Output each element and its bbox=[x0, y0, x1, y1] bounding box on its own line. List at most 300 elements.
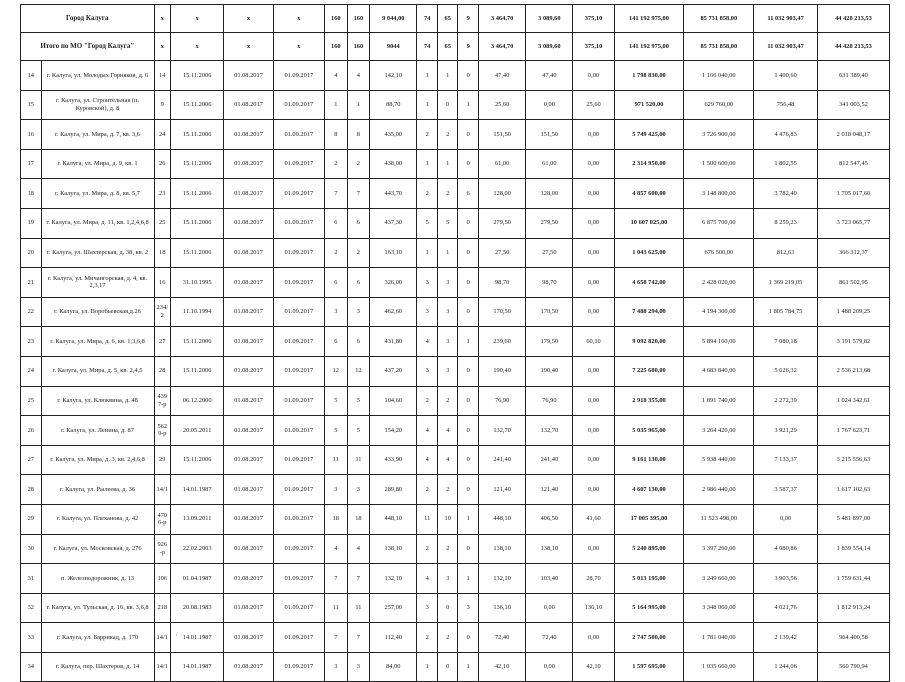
row-number: 31 bbox=[21, 564, 42, 594]
area-municipal: 0,00 bbox=[573, 268, 614, 298]
area-total: 27,50 bbox=[479, 238, 526, 268]
funding-fund: 5 938 440,00 bbox=[684, 445, 754, 475]
address-cell: г. Калуга, ул. Ленина, д. 87 bbox=[41, 416, 154, 446]
funding-local: 366 312,37 bbox=[817, 238, 889, 268]
planned-start-date: 01.08.2017 bbox=[224, 386, 273, 416]
premises-count: 2 bbox=[417, 120, 438, 150]
area-municipal: 0,00 bbox=[573, 386, 614, 416]
row-number: 32 bbox=[21, 593, 42, 623]
premises-municipal: 1 bbox=[458, 504, 479, 534]
planned-start-date: 01.08.2017 bbox=[224, 238, 273, 268]
funding-total: 4 607 130,00 bbox=[614, 475, 684, 505]
summary-cell: 74 bbox=[417, 33, 438, 61]
funding-total: 4 658 742,00 bbox=[614, 268, 684, 298]
summary-cell: 160 bbox=[325, 5, 348, 33]
premises-count: 4 bbox=[417, 416, 438, 446]
document-number: 16 bbox=[154, 268, 170, 298]
area-municipal: 0,00 bbox=[573, 149, 614, 179]
residents-relocated: 3 bbox=[347, 475, 370, 505]
recognition-date: 22.02.2003 bbox=[170, 534, 223, 564]
area-municipal: 0,00 bbox=[573, 238, 614, 268]
premises-count: 1 bbox=[417, 90, 438, 120]
funding-local: 1 705 017,60 bbox=[817, 179, 889, 209]
residents-count: 5 bbox=[325, 386, 348, 416]
planned-end-date: 01.09.2017 bbox=[273, 327, 324, 357]
area-total: 128,00 bbox=[479, 179, 526, 209]
funding-local: 3 215 556,63 bbox=[817, 445, 889, 475]
document-number: 106 bbox=[154, 564, 170, 594]
document-number: 14/1 bbox=[154, 475, 170, 505]
document-sheet bbox=[20, 4, 890, 682]
residents-relocated: 1 bbox=[347, 90, 370, 120]
funding-region: 3 921,29 bbox=[754, 416, 818, 446]
row-number: 27 bbox=[21, 445, 42, 475]
planned-end-date: 01.09.2017 bbox=[273, 297, 324, 327]
housing-relocation-table bbox=[20, 4, 890, 682]
residents-relocated: 2 bbox=[347, 238, 370, 268]
planned-start-date: 01.08.2017 bbox=[224, 534, 273, 564]
summary-cell: 160 bbox=[347, 33, 370, 61]
planned-end-date: 01.09.2017 bbox=[273, 149, 324, 179]
funding-local: 1 812 913,24 bbox=[817, 593, 889, 623]
row-number: 24 bbox=[21, 356, 42, 386]
table-row bbox=[21, 475, 890, 505]
residents-count: 6 bbox=[325, 208, 348, 238]
row-number: 29 bbox=[21, 504, 42, 534]
funding-region: 3 782,40 bbox=[754, 179, 818, 209]
summary-cell: 11 032 903,47 bbox=[754, 5, 818, 33]
area-private: 138,10 bbox=[526, 534, 573, 564]
premises-municipal: 0 bbox=[458, 61, 479, 91]
premises-private: 3 bbox=[437, 268, 458, 298]
document-number: 28 bbox=[154, 356, 170, 386]
document-number: 14 bbox=[154, 61, 170, 91]
area-municipal: 25,60 bbox=[573, 90, 614, 120]
row-number: 26 bbox=[21, 416, 42, 446]
funding-local: 861 502,95 bbox=[817, 268, 889, 298]
summary-cell: 11 032 903,47 bbox=[754, 33, 818, 61]
row-number: 28 bbox=[21, 475, 42, 505]
funding-fund: 676 500,00 bbox=[684, 238, 754, 268]
premises-municipal: 3 bbox=[458, 593, 479, 623]
table-row bbox=[21, 238, 890, 268]
residents-count: 12 bbox=[325, 356, 348, 386]
premises-municipal: 0 bbox=[458, 208, 479, 238]
premises-private: 0 bbox=[437, 652, 458, 682]
residents-count: 2 bbox=[325, 149, 348, 179]
planned-end-date: 01.09.2017 bbox=[273, 623, 324, 653]
area-municipal: 0,00 bbox=[573, 179, 614, 209]
summary-cell: 74 bbox=[417, 5, 438, 33]
area-private: 241,40 bbox=[526, 445, 573, 475]
premises-count: 1 bbox=[417, 149, 438, 179]
premises-municipal: 0 bbox=[458, 445, 479, 475]
funding-local: 1 488 209,25 bbox=[817, 297, 889, 327]
area-municipal: 60,10 bbox=[573, 327, 614, 357]
recognition-date: 15.11.2006 bbox=[170, 120, 223, 150]
funding-local: 3 723 065,77 bbox=[817, 208, 889, 238]
recognition-date: 11.10.1994 bbox=[170, 297, 223, 327]
funding-total: 5 164 995,00 bbox=[614, 593, 684, 623]
summary-cell: 3 089,60 bbox=[526, 33, 573, 61]
area-private: 0,00 bbox=[526, 593, 573, 623]
premises-count: 2 bbox=[417, 623, 438, 653]
premises-private: 1 bbox=[437, 238, 458, 268]
area-private: 121,40 bbox=[526, 475, 573, 505]
residents-count: 3 bbox=[325, 652, 348, 682]
address-cell: г. Калуга, ул. Тульская, д. 16, кв. 3,6,8 bbox=[41, 593, 154, 623]
planned-start-date: 01.08.2017 bbox=[224, 475, 273, 505]
table-row bbox=[21, 386, 890, 416]
summary-cell: х bbox=[170, 33, 223, 61]
funding-region: 1 400,60 bbox=[754, 61, 818, 91]
funding-region: 1 805 784,75 bbox=[754, 297, 818, 327]
address-cell: г. Калуга, ул. Мира, д. 7, кв. 3,6 bbox=[41, 120, 154, 150]
planned-start-date: 01.08.2017 bbox=[224, 179, 273, 209]
recognition-date: 15.11.2006 bbox=[170, 445, 223, 475]
recognition-date: 01.04.1987 bbox=[170, 564, 223, 594]
residents-count: 7 bbox=[325, 179, 348, 209]
area-municipal: 0,00 bbox=[573, 475, 614, 505]
planned-end-date: 01.09.2017 bbox=[273, 445, 324, 475]
premises-municipal: 1 bbox=[458, 90, 479, 120]
row-number: 16 bbox=[21, 120, 42, 150]
area-municipal: 0,00 bbox=[573, 356, 614, 386]
summary-cell: х bbox=[273, 33, 324, 61]
funding-local: 560 790,94 bbox=[817, 652, 889, 682]
funding-local: 1 617 102,63 bbox=[817, 475, 889, 505]
residents-count: 3 bbox=[325, 297, 348, 327]
funding-fund: 11 523 498,00 bbox=[684, 504, 754, 534]
recognition-date: 15.11.2006 bbox=[170, 356, 223, 386]
area-total: 170,50 bbox=[479, 297, 526, 327]
funding-fund: 3 249 660,00 bbox=[684, 564, 754, 594]
total-area: 431,80 bbox=[370, 327, 417, 357]
premises-private: 3 bbox=[437, 327, 458, 357]
total-area: 289,80 bbox=[370, 475, 417, 505]
page-mark: / bbox=[176, 632, 178, 638]
total-area: 132,10 bbox=[370, 564, 417, 594]
address-cell: г. Калуга, ул. Клюквина, д. 48 bbox=[41, 386, 154, 416]
area-private: 98,70 bbox=[526, 268, 573, 298]
funding-fund: 629 760,00 bbox=[684, 90, 754, 120]
funding-fund: 4 683 840,00 bbox=[684, 356, 754, 386]
planned-end-date: 01.09.2017 bbox=[273, 90, 324, 120]
recognition-date: 31.10.1995 bbox=[170, 268, 223, 298]
funding-total: 2 314 950,00 bbox=[614, 149, 684, 179]
area-private: 47,40 bbox=[526, 61, 573, 91]
premises-municipal: 0 bbox=[458, 534, 479, 564]
premises-municipal: 0 bbox=[458, 120, 479, 150]
area-municipal: 0,00 bbox=[573, 416, 614, 446]
planned-start-date: 01.08.2017 bbox=[224, 564, 273, 594]
planned-end-date: 01.09.2017 bbox=[273, 593, 324, 623]
planned-start-date: 01.08.2017 bbox=[224, 623, 273, 653]
area-private: 406,50 bbox=[526, 504, 573, 534]
funding-fund: 1 891 740,00 bbox=[684, 386, 754, 416]
row-number: 18 bbox=[21, 179, 42, 209]
area-total: 136,10 bbox=[479, 593, 526, 623]
document-number: 29 bbox=[154, 445, 170, 475]
residents-count: 4 bbox=[325, 534, 348, 564]
total-area: 448,10 bbox=[370, 504, 417, 534]
table-row bbox=[21, 356, 890, 386]
area-private: 170,50 bbox=[526, 297, 573, 327]
row-number: 30 bbox=[21, 534, 42, 564]
address-cell: г. Калуга, ул. Мира, д. 9, кв. 1 bbox=[41, 149, 154, 179]
address-cell: г. Калуга, ул. Рылеева, д. 36 bbox=[41, 475, 154, 505]
premises-private: 3 bbox=[437, 356, 458, 386]
address-cell: г. Калуга, ул. Строительная (п. Куровской), д. 8 bbox=[41, 90, 154, 120]
premises-count: 2 bbox=[417, 179, 438, 209]
area-municipal: 0,00 bbox=[573, 445, 614, 475]
area-municipal: 28,70 bbox=[573, 564, 614, 594]
document-number: 26 bbox=[154, 149, 170, 179]
total-area: 462,60 bbox=[370, 297, 417, 327]
planned-end-date: 01.09.2017 bbox=[273, 238, 324, 268]
premises-municipal: 0 bbox=[458, 268, 479, 298]
funding-local: 812 547,45 bbox=[817, 149, 889, 179]
summary-cell: 44 428 213,53 bbox=[817, 5, 889, 33]
funding-fund: 6 875 700,00 bbox=[684, 208, 754, 238]
premises-private: 2 bbox=[437, 623, 458, 653]
planned-start-date: 01.08.2017 bbox=[224, 327, 273, 357]
funding-fund: 3 148 800,00 bbox=[684, 179, 754, 209]
area-total: 138,10 bbox=[479, 534, 526, 564]
table-row bbox=[21, 445, 890, 475]
address-cell: г. Калуга, пер. Шахтеров, д. 14 bbox=[41, 652, 154, 682]
document-number: 4397-р bbox=[154, 386, 170, 416]
summary-cell: 85 731 858,00 bbox=[684, 33, 754, 61]
area-total: 47,40 bbox=[479, 61, 526, 91]
area-municipal: 0,00 bbox=[573, 120, 614, 150]
residents-count: 1 bbox=[325, 90, 348, 120]
area-total: 239,60 bbox=[479, 327, 526, 357]
funding-fund: 2 986 440,00 bbox=[684, 475, 754, 505]
address-cell: г. Калуга, ул. Мира, д. 11, кв. 1,2,4,6,8 bbox=[41, 208, 154, 238]
summary-cell: 3 464,70 bbox=[479, 5, 526, 33]
table-row bbox=[21, 534, 890, 564]
document-number: 25 bbox=[154, 208, 170, 238]
area-private: 0,00 bbox=[526, 90, 573, 120]
funding-region: 4 080,86 bbox=[754, 534, 818, 564]
premises-municipal: 1 bbox=[458, 564, 479, 594]
planned-end-date: 01.09.2017 bbox=[273, 652, 324, 682]
address-cell: г. Калуга, ул. Мира, д. 3, кв. 2,4,6,8 bbox=[41, 445, 154, 475]
total-area: 142,10 bbox=[370, 61, 417, 91]
area-municipal: 41,60 bbox=[573, 504, 614, 534]
premises-municipal: 0 bbox=[458, 416, 479, 446]
premises-count: 3 bbox=[417, 356, 438, 386]
document-number: 18 bbox=[154, 238, 170, 268]
address-cell: г. Калуга, ул. Мира, д. 8, кв. 5,7 bbox=[41, 179, 154, 209]
document-number: 4706-р bbox=[154, 504, 170, 534]
residents-count: 6 bbox=[325, 268, 348, 298]
funding-region: 2 272,39 bbox=[754, 386, 818, 416]
recognition-date: 15.11.2006 bbox=[170, 238, 223, 268]
funding-region: 4 476,83 bbox=[754, 120, 818, 150]
area-total: 121,40 bbox=[479, 475, 526, 505]
area-private: 27,50 bbox=[526, 238, 573, 268]
residents-relocated: 11 bbox=[347, 445, 370, 475]
planned-end-date: 01.09.2017 bbox=[273, 475, 324, 505]
area-municipal: 42,10 bbox=[573, 652, 614, 682]
area-private: 61,00 bbox=[526, 149, 573, 179]
premises-count: 5 bbox=[417, 208, 438, 238]
planned-end-date: 01.09.2017 bbox=[273, 208, 324, 238]
area-municipal: 0,00 bbox=[573, 208, 614, 238]
residents-count: 4 bbox=[325, 61, 348, 91]
row-number: 23 bbox=[21, 327, 42, 357]
summary-name: Город Калуга bbox=[21, 5, 155, 33]
row-number: 25 bbox=[21, 386, 42, 416]
residents-count: 6 bbox=[325, 327, 348, 357]
table-row bbox=[21, 504, 890, 534]
premises-count: 1 bbox=[417, 238, 438, 268]
row-number: 21 bbox=[21, 268, 42, 298]
residents-count: 11 bbox=[325, 445, 348, 475]
summary-cell: 9 044,00 bbox=[370, 5, 417, 33]
funding-local: 2 536 213,68 bbox=[817, 356, 889, 386]
row-number: 15 bbox=[21, 90, 42, 120]
residents-count: 8 bbox=[325, 120, 348, 150]
funding-local: 3 191 579,82 bbox=[817, 327, 889, 357]
premises-municipal: 0 bbox=[458, 623, 479, 653]
funding-region: 4 021,76 bbox=[754, 593, 818, 623]
planned-end-date: 01.09.2017 bbox=[273, 179, 324, 209]
planned-end-date: 01.09.2017 bbox=[273, 61, 324, 91]
area-total: 151,50 bbox=[479, 120, 526, 150]
summary-cell: х bbox=[154, 5, 170, 33]
funding-total: 5 035 965,00 bbox=[614, 416, 684, 446]
funding-total: 5 240 895,00 bbox=[614, 534, 684, 564]
summary-cell: 44 428 213,53 bbox=[817, 33, 889, 61]
funding-total: 10 607 025,00 bbox=[614, 208, 684, 238]
funding-local: 1 767 623,71 bbox=[817, 416, 889, 446]
premises-count: 1 bbox=[417, 652, 438, 682]
funding-local: 1 759 631,44 bbox=[817, 564, 889, 594]
area-total: 98,70 bbox=[479, 268, 526, 298]
residents-relocated: 12 bbox=[347, 356, 370, 386]
premises-private: 2 bbox=[437, 179, 458, 209]
recognition-date: 15.11.2006 bbox=[170, 149, 223, 179]
premises-municipal: 0 bbox=[458, 475, 479, 505]
funding-local: 964 400,58 bbox=[817, 623, 889, 653]
area-municipal: 136,10 bbox=[573, 593, 614, 623]
area-total: 61,00 bbox=[479, 149, 526, 179]
premises-count: 3 bbox=[417, 268, 438, 298]
residents-relocated: 4 bbox=[347, 61, 370, 91]
funding-total: 9 161 130,00 bbox=[614, 445, 684, 475]
summary-cell: 65 bbox=[437, 5, 458, 33]
premises-private: 2 bbox=[437, 534, 458, 564]
summary-name: Итого по МО "Город Калуга" bbox=[21, 33, 155, 61]
residents-count: 7 bbox=[325, 564, 348, 594]
premises-private: 5 bbox=[437, 208, 458, 238]
funding-total: 2 747 580,00 bbox=[614, 623, 684, 653]
premises-count: 2 bbox=[417, 386, 438, 416]
planned-start-date: 01.08.2017 bbox=[224, 90, 273, 120]
premises-private: 2 bbox=[437, 386, 458, 416]
funding-total: 971 520,00 bbox=[614, 90, 684, 120]
summary-cell: 9 bbox=[458, 5, 479, 33]
recognition-date: 14.01.1987 bbox=[170, 652, 223, 682]
planned-start-date: 01.08.2017 bbox=[224, 61, 273, 91]
planned-end-date: 01.09.2017 bbox=[273, 534, 324, 564]
funding-total: 1 798 830,00 bbox=[614, 61, 684, 91]
premises-private: 2 bbox=[437, 475, 458, 505]
planned-end-date: 01.09.2017 bbox=[273, 386, 324, 416]
area-total: 25,60 bbox=[479, 90, 526, 120]
premises-municipal: 1 bbox=[458, 327, 479, 357]
residents-relocated: 2 bbox=[347, 149, 370, 179]
premises-count: 4 bbox=[417, 564, 438, 594]
funding-total: 4 857 600,00 bbox=[614, 179, 684, 209]
funding-local: 1 024 342,61 bbox=[817, 386, 889, 416]
funding-fund: 2 428 020,00 bbox=[684, 268, 754, 298]
area-private: 151,50 bbox=[526, 120, 573, 150]
planned-end-date: 01.09.2017 bbox=[273, 268, 324, 298]
funding-region: 3 587,37 bbox=[754, 475, 818, 505]
planned-end-date: 01.09.2017 bbox=[273, 416, 324, 446]
recognition-date: 06.12.2000 bbox=[170, 386, 223, 416]
total-area: 433,90 bbox=[370, 445, 417, 475]
area-private: 132,70 bbox=[526, 416, 573, 446]
total-area: 257,00 bbox=[370, 593, 417, 623]
table-row bbox=[21, 564, 890, 594]
residents-relocated: 7 bbox=[347, 179, 370, 209]
total-area: 138,10 bbox=[370, 534, 417, 564]
area-private: 103,40 bbox=[526, 564, 573, 594]
residents-relocated: 18 bbox=[347, 504, 370, 534]
funding-region: 1 244,06 bbox=[754, 652, 818, 682]
area-total: 132,70 bbox=[479, 416, 526, 446]
premises-count: 3 bbox=[417, 593, 438, 623]
total-area: 326,00 bbox=[370, 268, 417, 298]
premises-private: 10 bbox=[437, 504, 458, 534]
planned-start-date: 01.08.2017 bbox=[224, 593, 273, 623]
total-area: 163,10 bbox=[370, 238, 417, 268]
planned-start-date: 01.08.2017 bbox=[224, 416, 273, 446]
summary-cell: 9 bbox=[458, 33, 479, 61]
funding-region: 1 369 219,05 bbox=[754, 268, 818, 298]
planned-start-date: 01.08.2017 bbox=[224, 652, 273, 682]
funding-fund: 1 500 600,00 bbox=[684, 149, 754, 179]
planned-start-date: 01.08.2017 bbox=[224, 268, 273, 298]
table-row bbox=[21, 120, 890, 150]
document-number: 23 bbox=[154, 179, 170, 209]
funding-region: 2 139,42 bbox=[754, 623, 818, 653]
table-row bbox=[21, 268, 890, 298]
funding-region: 3 903,56 bbox=[754, 564, 818, 594]
funding-region: 0,00 bbox=[754, 504, 818, 534]
summary-cell: 3 464,70 bbox=[479, 33, 526, 61]
document-number: 9 bbox=[154, 90, 170, 120]
area-private: 72,40 bbox=[526, 623, 573, 653]
premises-municipal: 0 bbox=[458, 297, 479, 327]
total-area: 443,70 bbox=[370, 179, 417, 209]
document-number: 926-р bbox=[154, 534, 170, 564]
premises-count: 11 bbox=[417, 504, 438, 534]
funding-total: 1 043 625,00 bbox=[614, 238, 684, 268]
area-private: 128,00 bbox=[526, 179, 573, 209]
residents-relocated: 7 bbox=[347, 623, 370, 653]
area-private: 0,00 bbox=[526, 652, 573, 682]
summary-row-total bbox=[21, 33, 890, 61]
row-number: 22 bbox=[21, 297, 42, 327]
area-municipal: 0,00 bbox=[573, 297, 614, 327]
table-row bbox=[21, 208, 890, 238]
